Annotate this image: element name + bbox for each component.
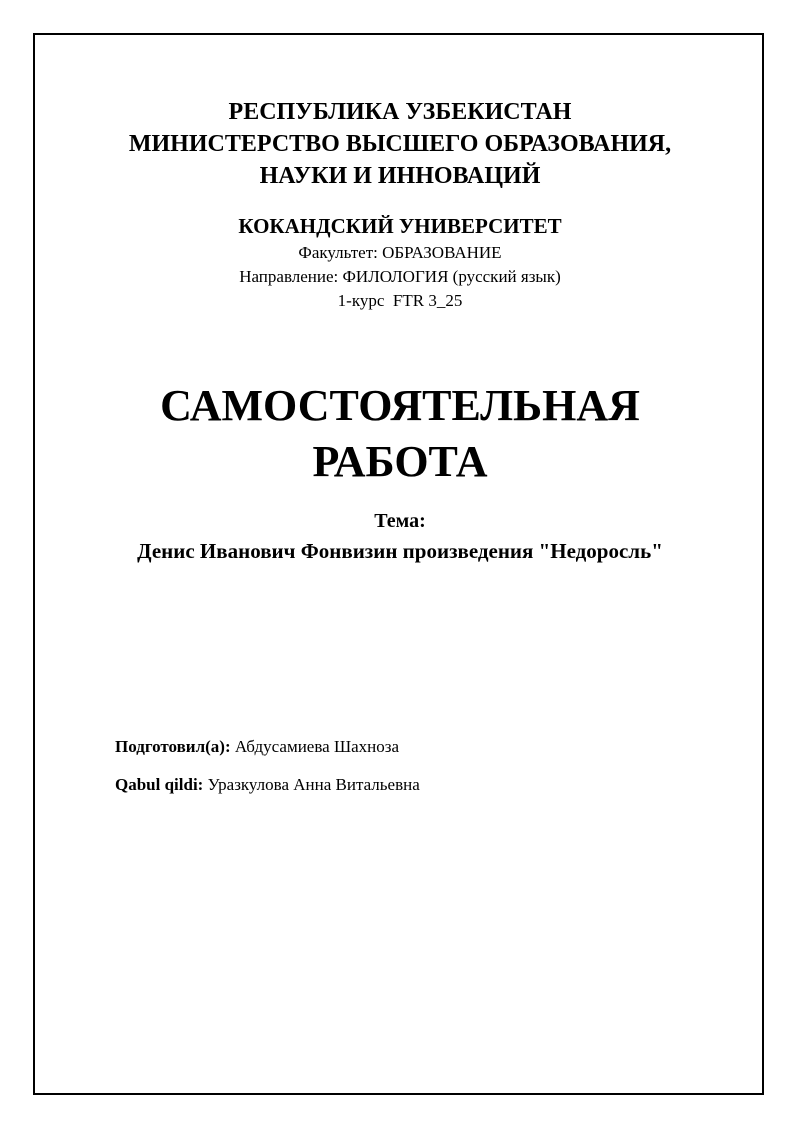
university-name: КОКАНДСКИЙ УНИВЕРСИТЕТ xyxy=(238,214,562,238)
work-title-line-2: РАБОТА xyxy=(312,437,488,486)
country-line-3: НАУКИ И ИННОВАЦИЙ xyxy=(259,163,541,189)
direction-line: Направление: ФИЛОЛОГИЯ (русский язык) xyxy=(239,267,561,286)
accepted-by-line xyxy=(115,773,420,797)
work-title-line-1: САМОСТОЯТЕЛЬНАЯ xyxy=(160,381,640,430)
prepared-by-name: Абдусамиева Шахноза xyxy=(234,737,399,756)
prepared-by-line xyxy=(115,735,399,759)
country-line-2: МИНИСТЕРСТВО ВЫСШЕГО ОБРАЗОВАНИЯ, xyxy=(128,131,672,157)
country-header xyxy=(0,96,800,192)
work-title xyxy=(0,378,800,490)
course-line: 1-курс FTR 3_25 xyxy=(337,291,463,310)
theme-text: Денис Иванович Фонвизин произведения "Недоросль" xyxy=(137,539,663,563)
prepared-by-label: Подготовил(а): xyxy=(115,737,231,756)
accepted-by-label: Qabul qildi: xyxy=(115,775,204,794)
faculty-line: Факультет: ОБРАЗОВАНИЕ xyxy=(298,243,502,262)
theme-label: Тема: xyxy=(374,510,426,532)
country-line-1: РЕСПУБЛИКА УЗБЕКИСТАН xyxy=(228,99,572,125)
accepted-by-name: Уразкулова Анна Витальевна xyxy=(207,775,420,794)
